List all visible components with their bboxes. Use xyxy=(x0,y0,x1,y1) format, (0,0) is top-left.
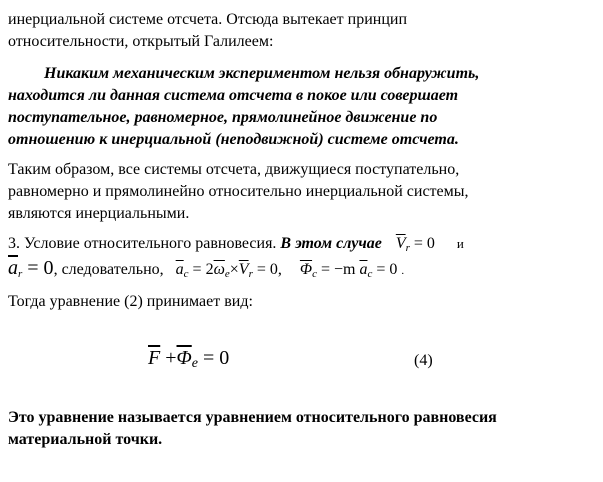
equation-number: (4) xyxy=(414,352,433,369)
item-3-bold: В этом случае xyxy=(280,235,382,252)
formula-line xyxy=(8,258,404,284)
conclusion-line: Это уравнение называется уравнением относительного равновесия xyxy=(8,409,497,426)
formula-end: . xyxy=(401,265,405,277)
ar-formula: $\overline{a}_r = 0$ xyxy=(8,257,54,280)
item-3-text: 3. Условие относительного равновесия. xyxy=(8,235,277,252)
then-text: Тогда уравнение (2) принимает вид: xyxy=(8,293,253,310)
consequently-text: , следовательно, xyxy=(53,261,164,278)
principle-line: находится ли данная система отсчета в покое или совершает xyxy=(8,87,459,104)
vr-formula: $\overline{V}_r = 0$ xyxy=(395,235,435,254)
equation-4: $\overline{F} +\overline{\Phi}_e = 0$ xyxy=(148,347,230,371)
conclusion-line: материальной точки. xyxy=(8,431,163,448)
ac-formula: $\overline{a}_c = 2\overline{\omega}_e\times\overline{V}_r = 0$, xyxy=(175,261,282,280)
paragraph-line: равномерно и прямолинейно относительно инерциальной системы, xyxy=(8,183,469,200)
paragraph-line: инерциальной системе отсчета. Отсюда вытекает принцип xyxy=(8,11,408,28)
paragraph-line: являются инерциальными. xyxy=(8,205,190,222)
paragraph-line: Таким образом, все системы отсчета, движущиеся поступательно, xyxy=(8,161,460,178)
phi-formula: $\overline{\Phi}_c = -m$ $\overline{a}_c = 0$ xyxy=(299,261,398,280)
principle-line: отношению к инерциальной (неподвижной) системе отсчета. xyxy=(8,131,459,148)
conjunction-and: и xyxy=(456,236,464,251)
principle-line: поступательное, равномерное, прямолинейное движение по xyxy=(8,109,438,126)
principle-line: Никаким механическим экспериментом нельзя обнаружить, xyxy=(44,65,480,82)
item-3-heading xyxy=(8,234,464,258)
paragraph-line: относительности, открытый Галилеем: xyxy=(8,33,274,50)
